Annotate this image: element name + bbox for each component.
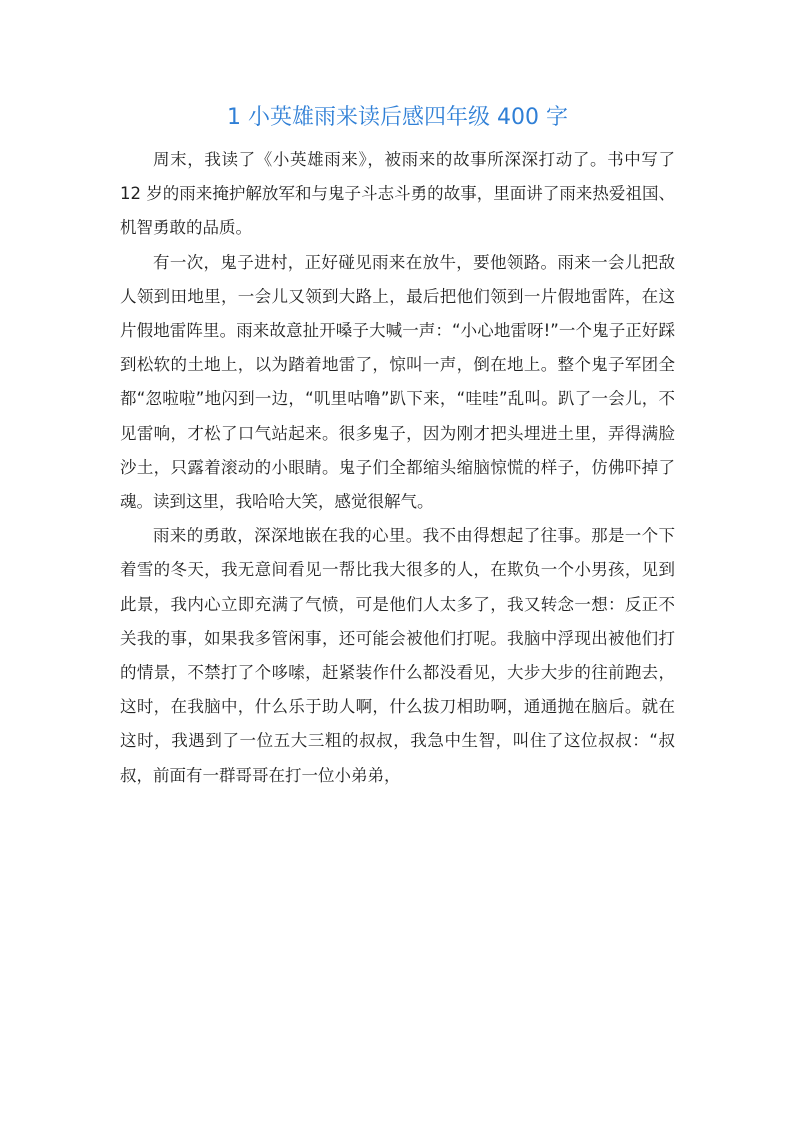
paragraph: 周末，我读了《小英雄雨来》，被雨来的故事所深深打动了。书中写了 12 岁的雨来掩护解放军和与鬼子斗志斗勇的故事，里面讲了雨来热爱祖国、机智勇敢的品质。 — [120, 150, 675, 238]
paragraph: 有一次，鬼子进村，正好碰见雨来在放牛，要他领路。雨来一会儿把敌人领到田地里，一会儿又领到大路上，最后把他们领到一片假地雷阵，在这片假地雷阵里。雨来故意扯开嗓子大喊一声：“小心地雷呀!”一个鬼子正好踩到松软的土地上，以为踏着地雷了，惊叫一声，倒在地上。整个鬼子军团全都“忽啦啦”地闪到一边，“叽里咕噜”趴下来，“哇哇”乱叫。趴了一会儿，不见雷响，才松了口气站起来。很多鬼子，因为刚才把头埋进土里，弄得满脸沙土，只露着滚动的小眼睛。鬼子们全都缩头缩脑惊慌的样子，仿佛吓掉了魂。读到这里，我哈哈大笑，感觉很解气。 — [120, 252, 675, 512]
paragraph: 雨来的勇敢，深深地嵌在我的心里。我不由得想起了往事。那是一个下着雪的冬天，我无意间看见一帮比我大很多的人，在欺负一个小男孩，见到此景，我内心立即充满了气愤，可是他们人太多了，我又转念一想：反正不关我的事，如果我多管闲事，还可能会被他们打呢。我脑中浮现出被他们打的情景，不禁打了个哆嗦，赶紧装作什么都没看见，大步大步的往前跑去，这时，在我脑中，什么乐于助人啊，什么拔刀相助啊，通通抛在脑后。就在这时，我遇到了一位五大三粗的叔叔，我急中生智，叫住了这位叔叔：“叔叔，前面有一群哥哥在打一位小弟弟， — [120, 526, 675, 785]
article-body — [120, 143, 675, 793]
page-title: 1 小英雄雨来读后感四年级 400 字 — [227, 105, 568, 130]
